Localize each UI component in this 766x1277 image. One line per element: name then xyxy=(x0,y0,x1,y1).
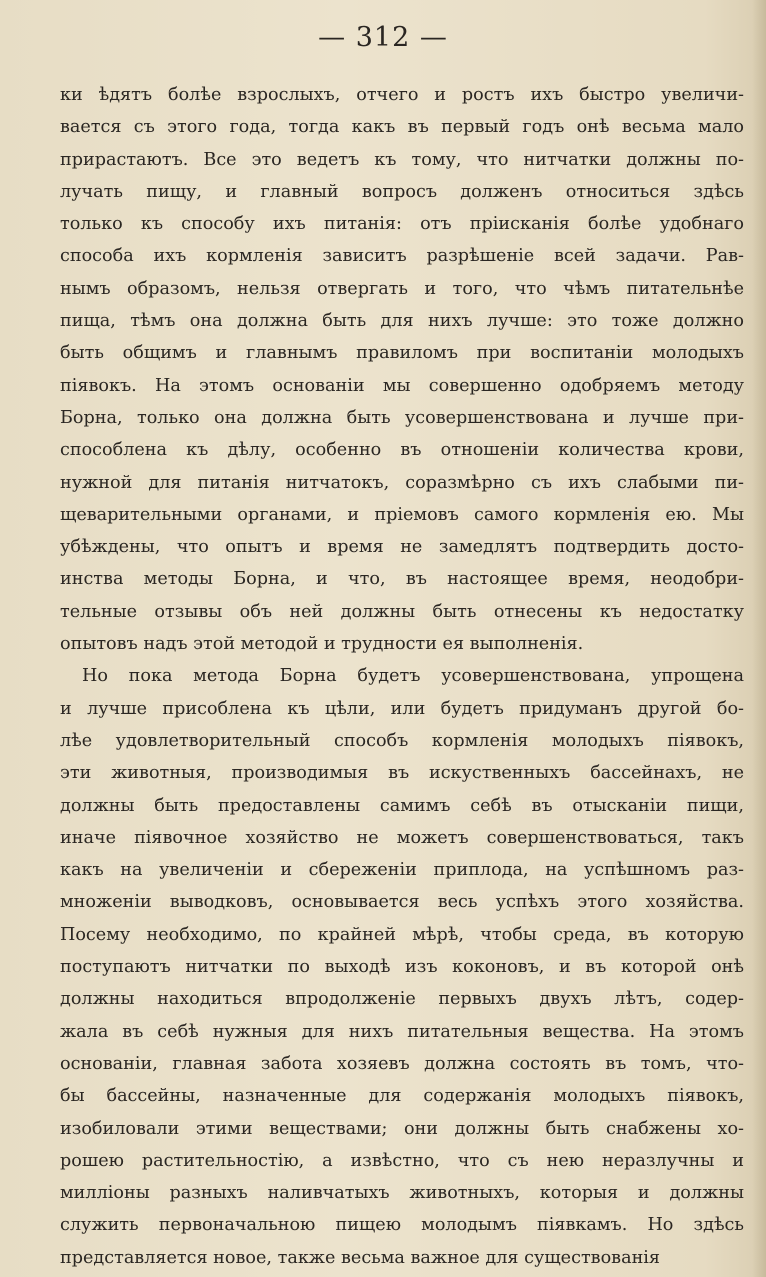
text-line: нымъ образомъ, нельзя отвергать и того, что чѣмъ питательнѣе xyxy=(60,278,744,299)
text-line: изобиловали этими веществами; они должны быть снабжены хо- xyxy=(60,1118,744,1139)
text-line: милліоны разныхъ наливчатыхъ животныхъ, которыя и должны xyxy=(60,1183,744,1204)
text-line: эти животныя, производимыя въ искуственныхъ бассейнахъ, не xyxy=(60,763,744,784)
text-line: способлена къ дѣлу, особенно въ отношеніи количества крови, xyxy=(60,440,744,461)
paragraph xyxy=(60,660,744,1274)
text-line: бы бассейны, назначенные для содержанія молодыхъ піявокъ, xyxy=(60,1086,744,1107)
text-line: щеварительными органами, и пріемовъ самого кормленія ею. Мы xyxy=(60,504,744,525)
text-line: способа ихъ кормленія зависитъ разрѣшеніе всей задачи. Рав- xyxy=(60,246,744,267)
text-line: вается съ этого года, тогда какъ въ первый годъ онѣ весьма мало xyxy=(60,117,744,138)
page-number-header: — 312 — xyxy=(318,22,448,53)
text-line: иначе піявочное хозяйство не можетъ совершенствоваться, такъ xyxy=(60,827,744,848)
text-line: лучать пищу, и главный вопросъ долженъ относиться здѣсь xyxy=(60,181,744,202)
text-line: нужной для питанія нитчатокъ, соразмѣрно съ ихъ слабыми пи- xyxy=(60,472,744,493)
page-edge-shadow xyxy=(752,0,766,1277)
text-line: піявокъ. На этомъ основаніи мы совершенно одобряемъ методу xyxy=(60,375,744,396)
text-line: только къ способу ихъ питанія: отъ пріисканія болѣе удобнаго xyxy=(60,214,744,235)
text-line: какъ на увеличеніи и сбереженіи приплода, на успѣшномъ раз- xyxy=(60,860,744,881)
text-line: служить первоначальною пищею молодымъ піявкамъ. Но здѣсь xyxy=(60,1215,744,1236)
text-line: прирастаютъ. Все это ведетъ къ тому, что нитчатки должны по- xyxy=(60,149,744,170)
page-body xyxy=(60,79,744,1274)
text-line: Борна, только она должна быть усовершенствована и лучше при- xyxy=(60,407,744,428)
text-line: ки ѣдятъ болѣе взрослыхъ, отчего и ростъ ихъ быстро увеличи- xyxy=(60,85,744,105)
text-line: множеніи выводковъ, основывается весь успѣхъ этого хозяйства. xyxy=(60,892,744,913)
text-line: и лучше присоблена къ цѣли, или будетъ придуманъ другой бо- xyxy=(60,698,744,719)
text-line: лѣе удовлетворительный способъ кормленія молодыхъ піявокъ, xyxy=(60,730,744,751)
text-line: поступаютъ нитчатки по выходѣ изъ коконовъ, и въ которой онѣ xyxy=(60,957,744,978)
text-line: основаніи, главная забота хозяевъ должна состоять въ томъ, что- xyxy=(60,1053,744,1074)
text-line: убѣждены, что опытъ и время не замедлятъ подтвердить досто- xyxy=(60,537,744,558)
text-line: жала въ себѣ нужныя для нихъ питательныя вещества. На этомъ xyxy=(60,1021,744,1042)
text-line: должны быть предоставлены самимъ себѣ въ отысканіи пищи, xyxy=(60,795,744,816)
text-line: опытовъ надъ этой методой и трудности ея выполненія. xyxy=(60,634,584,655)
text-line: рошею растительностію, а извѣстно, что съ нею неразлучны и xyxy=(60,1150,744,1171)
text-line: должны находиться впродолженіе первыхъ двухъ лѣтъ, содер- xyxy=(60,989,744,1010)
text-line: инства методы Борна, и что, въ настоящее время, неодобри- xyxy=(60,569,744,590)
text-line: тельные отзывы объ ней должны быть отнесены къ недостатку xyxy=(60,601,744,622)
text-line: Но пока метода Борна будетъ усовершенствована, упрощена xyxy=(82,666,744,687)
paragraph xyxy=(60,79,744,660)
text-line: представляется новое, также весьма важное для существованія xyxy=(60,1247,661,1268)
text-line: пища, тѣмъ она должна быть для нихъ лучше: это тоже должно xyxy=(60,311,744,332)
text-line: быть общимъ и главнымъ правиломъ при воспитаніи молодыхъ xyxy=(60,343,744,364)
text-line: Посему необходимо, по крайней мѣрѣ, чтобы среда, въ которую xyxy=(60,924,744,945)
